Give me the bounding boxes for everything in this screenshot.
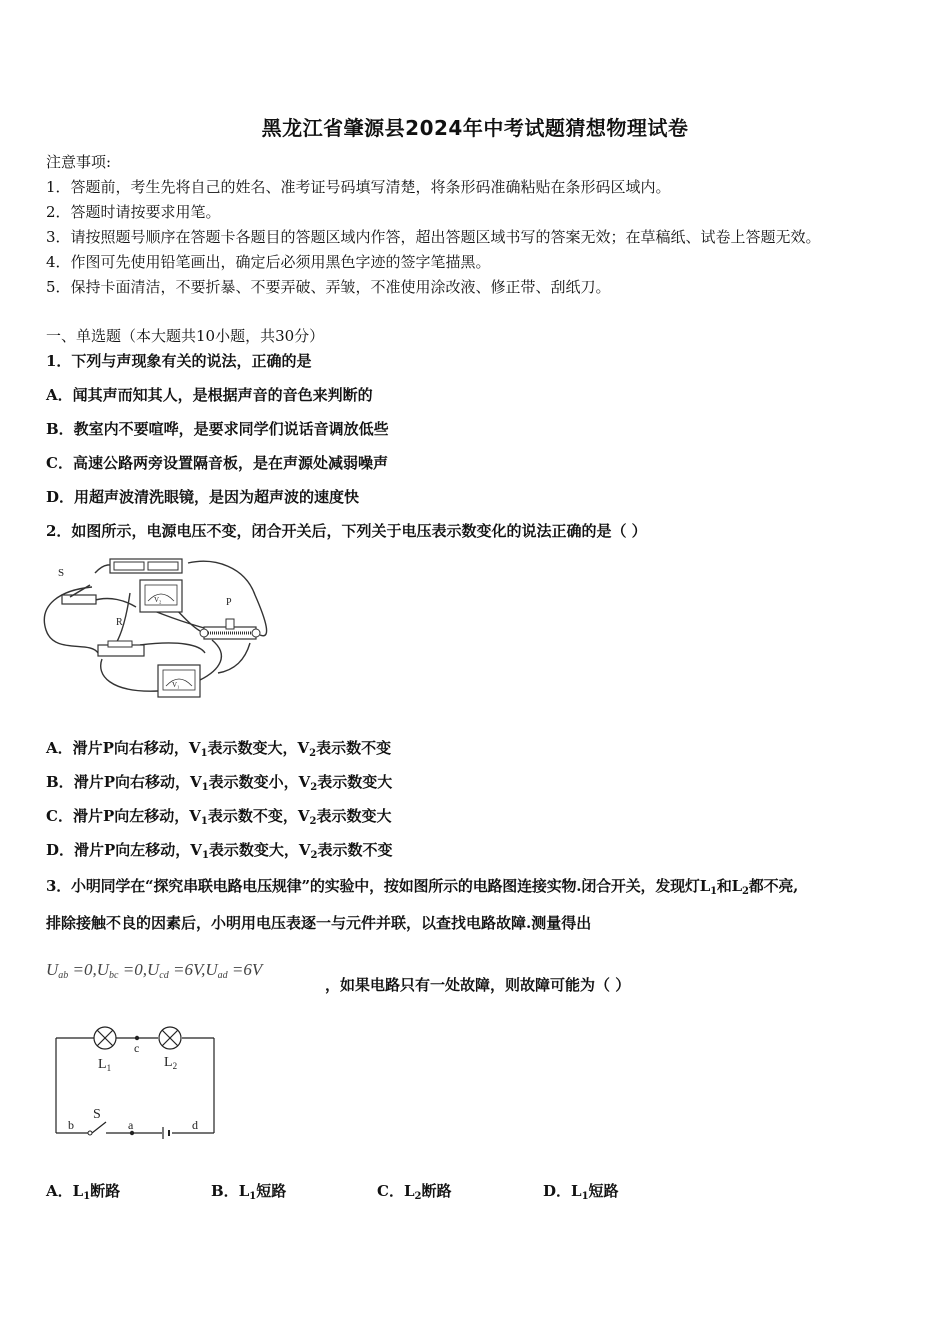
q1-stem: 1．下列与声现象有关的说法，正确的是	[46, 352, 312, 370]
q3-label-b: b	[68, 1118, 74, 1132]
q3-stem-line2: 排除接触不良的因素后，小明用电压表逐一与元件并联，以查找电路故障.测量得出	[46, 914, 592, 932]
q2-circuit-figure	[40, 545, 270, 715]
notice-item: 5．保持卡面清洁，不要折暴、不要弄破、弄皱，不准使用涂改液、修正带、刮纸刀。	[46, 278, 611, 296]
q1-option-d: D．用超声波清洗眼镜，是因为超声波的速度快	[46, 488, 360, 506]
q3-label-a: a	[128, 1118, 134, 1132]
q3-label-l2: $L_2$	[164, 1055, 178, 1071]
q2-option-c: C．滑片P向左移动，$V_1$表示数不变，$V_2$表示数变大	[46, 807, 392, 827]
notice-item: 1．答题前，考生先将自己的姓名、准考证号码填写清楚，将条形码准确粘贴在条形码区域内。	[46, 178, 671, 196]
q3-question-tail: ，如果电路只有一处故障，则故障可能为（ ）	[325, 976, 631, 994]
notice-heading: 注意事项:	[46, 153, 112, 171]
q2-stem: 2．如图所示，电源电压不变，闭合开关后，下列关于电压表示数变化的说法正确的是（ ）	[46, 522, 647, 540]
q3-circuit-diagram	[50, 1018, 225, 1148]
q3-option-d: D．$L_1$短路	[543, 1182, 619, 1202]
q3-label-l1: $L_1$	[98, 1057, 112, 1073]
q2-label-v1: V₁	[172, 681, 180, 689]
q1-option-a: A．闻其声而知其人，是根据声音的音色来判断的	[46, 386, 373, 404]
notice-item: 3．请按照题号顺序在答题卡各题目的答题区域内作答，超出答题区域书写的答案无效；在草稿纸、试卷上答题无效。	[46, 228, 821, 246]
q1-option-b: B．教室内不要喧哗，是要求同学们说话音调放低些	[46, 420, 389, 438]
q3-option-a: A．$L_1$断路	[46, 1182, 121, 1202]
q3-option-b: B．$L_1$短路	[211, 1182, 287, 1202]
notice-item: 2．答题时请按要求用笔。	[46, 203, 221, 221]
notice-item: 4．作图可先使用铅笔画出，确定后必须用黑色字迹的签字笔描黑。	[46, 253, 491, 271]
q3-label-d: d	[192, 1118, 198, 1132]
q3-option-c: C．$L_2$断路	[377, 1182, 452, 1202]
q2-option-a: A．滑片P向右移动，$V_1$表示数变大，$V_2$表示数不变	[46, 739, 392, 759]
q2-label-s: S	[58, 567, 65, 579]
q2-label-v2: V₂	[154, 596, 162, 604]
q3-label-s: S	[93, 1107, 101, 1122]
q2-option-d: D．滑片P向左移动，$V_1$表示数变大，$V_2$表示数不变	[46, 841, 393, 861]
page-title: 黑龙江省肇源县2024年中考试题猜想物理试卷	[261, 116, 689, 140]
q2-option-b: B．滑片P向右移动，$V_1$表示数变小，$V_2$表示数变大	[46, 773, 393, 793]
q3-formula: $U_{ab} =0,U_{bc} =0,U_{cd} =6V,U_{ad} =6V$	[46, 960, 263, 981]
q3-stem-line1: 3．小明同学在“探究串联电路电压规律”的实验中，按如图所示的电路图连接实物.闭合开关，发现灯$L_1$和$L_2$都不亮,	[46, 877, 799, 897]
q2-label-r: R	[116, 617, 123, 628]
q3-label-c: c	[134, 1041, 140, 1055]
section-heading: 一、单选题（本大题共10小题，共30分）	[46, 327, 325, 345]
q2-label-p: P	[226, 597, 232, 608]
q1-option-c: C．高速公路两旁设置隔音板，是在声源处减弱噪声	[46, 454, 388, 472]
